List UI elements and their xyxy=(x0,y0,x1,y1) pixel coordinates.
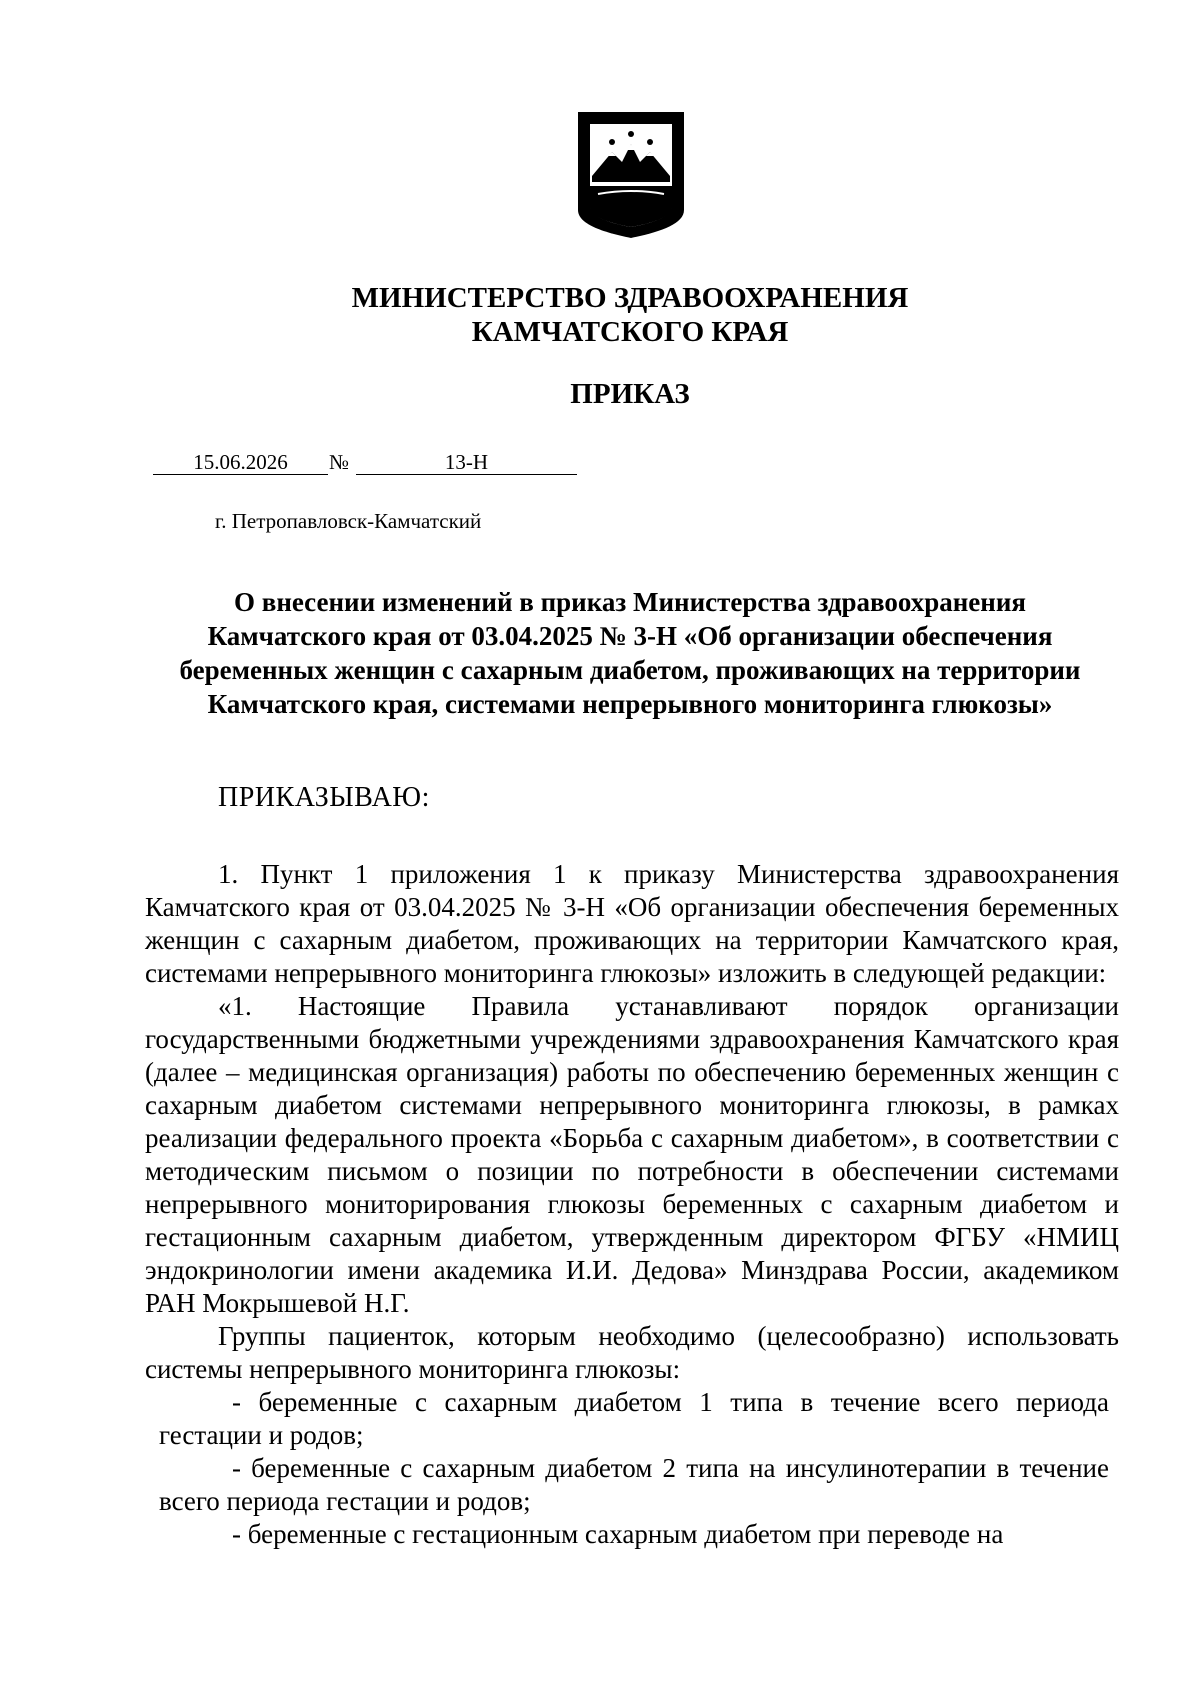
order-number: 13-Н xyxy=(356,450,577,475)
decree-word: ПРИКАЗЫВАЮ: xyxy=(218,782,430,813)
ministry-name xyxy=(0,281,1200,349)
list-item: - беременные с сахарным диабетом 1 типа в течение всего периода гестации и родов; xyxy=(159,1387,1109,1450)
ministry-name-line2: КАМЧАТСКОГО КРАЯ xyxy=(471,316,789,348)
subject-line2: Камчатского края от 03.04.2025 № 3-Н «Об организации обеспечения xyxy=(207,621,1053,651)
list-item: - беременные с сахарным диабетом 2 типа на инсулинотерапии в течение всего периода гестации и родов; xyxy=(159,1453,1109,1516)
document-body xyxy=(145,858,1119,1551)
document-subject xyxy=(145,585,1115,721)
subject-line4: Камчатского края, системами непрерывного мониторинга глюкозы» xyxy=(207,689,1053,719)
kamchatka-coat-of-arms-icon xyxy=(578,112,684,238)
subject-line1: О внесении изменений в приказ Министерства здравоохранения xyxy=(233,587,1026,617)
order-date: 15.06.2026 xyxy=(153,450,328,475)
paragraph-2: «1. Настоящие Правила устанавливают порядок организации государственными бюджетными учреждениями здравоохранения Камчатского края (далее – медицинская организация) работы по обеспечению беременных женщин с сахарным диабетом системами непрерывного мониторинга глюкозы, в рамках реализации федерального проекта «Борьба с сахарным диабетом», в соответствии с методическим письмом о позиции по потребности в обеспечении системами непрерывного мониторирования глюкозы беременных с сахарным диабетом и гестационным сахарным диабетом, утвержденным директором ФГБУ «НМИЦ эндокринологии имени академика И.И. Дедова» Минздрава России, академиком РАН Мокрышевой Н.Г. xyxy=(145,991,1119,1318)
subject-line3: беременных женщин с сахарным диабетом, проживающих на территории xyxy=(179,655,1081,685)
list-item: - беременные с гестационным сахарным диабетом при переводе на xyxy=(232,1519,1004,1549)
paragraph-1: 1. Пункт 1 приложения 1 к приказу Министерства здравоохранения Камчатского края от 03.04.2025 № 3-Н «Об организации обеспечения беременных женщин с сахарным диабетом, проживающих на территории Камчатского края, системами непрерывного мониторинга глюкозы» изложить в следующей редакции: xyxy=(145,859,1119,988)
paragraph-3: Группы пациенток, которым необходимо (целесообразно) использовать системы непрерывного мониторинга глюкозы: xyxy=(145,1321,1119,1384)
number-sign: № xyxy=(329,450,350,474)
ministry-name-line1: МИНИСТЕРСТВО ЗДРАВООХРАНЕНИЯ xyxy=(351,282,909,314)
document-type: ПРИКАЗ xyxy=(570,378,690,410)
city: г. Петропавловск-Камчатский xyxy=(215,509,482,533)
